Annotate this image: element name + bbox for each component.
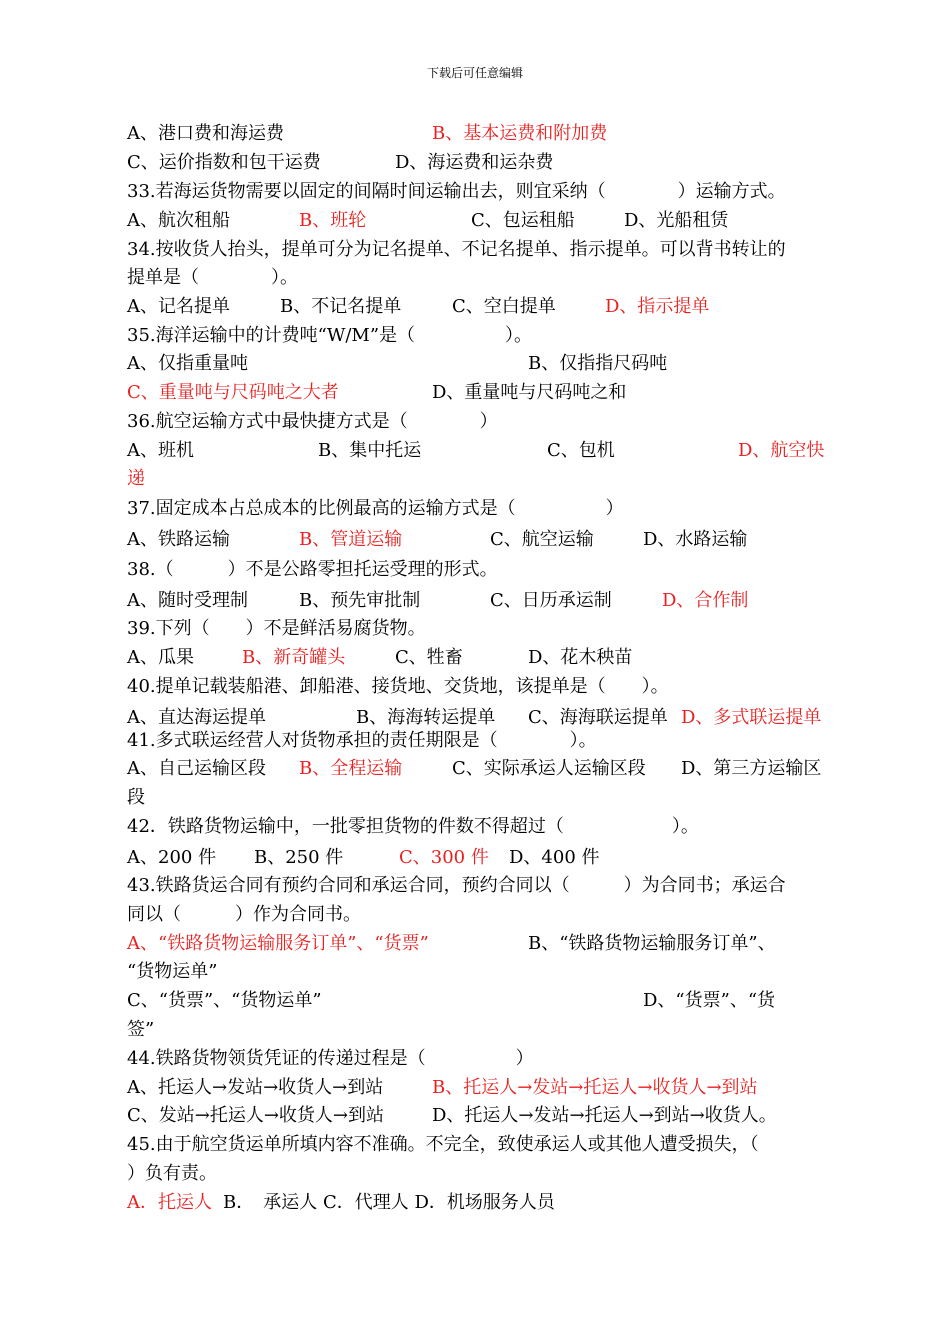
- line-q38-opts: [127, 589, 830, 613]
- answer-text: B、管道运输: [299, 529, 403, 550]
- question-text: D、第三方运输区: [681, 758, 822, 779]
- question-text: 42．铁路货物运输中，一批零担货物的件数不得超过（ ）。: [127, 816, 699, 837]
- question-text: 提单是（ ）。: [127, 267, 298, 288]
- line-q39-opts: [127, 646, 830, 670]
- answer-text: A．托运人: [127, 1192, 212, 1213]
- question-text: D、“货票”、“货: [643, 990, 776, 1011]
- answer-text: B、全程运输: [299, 758, 403, 779]
- question-text: 签”: [127, 1019, 155, 1040]
- question-text: A、200 件: [127, 847, 217, 868]
- question-text: A、瓜果: [127, 647, 194, 668]
- question-text: 43.铁路货运合同有预约合同和承运合同，预约合同以（ ）为合同书；承运合: [127, 875, 786, 896]
- line-q43-stem-1: [127, 874, 830, 898]
- question-text: A、港口费和海运费: [127, 123, 284, 144]
- question-text: 33.若海运货物需要以固定的间隔时间运输出去，则宜采纳（ ）运输方式。: [127, 181, 786, 202]
- line-q36-opts: [127, 439, 830, 463]
- answer-text: D、合作制: [662, 590, 749, 611]
- question-text: B、“铁路货物运输服务订单”、: [528, 933, 776, 954]
- answer-text: A、“铁路货物运输服务订单”、“货票”: [127, 933, 429, 954]
- answer-text: D、指示提单: [605, 296, 710, 317]
- question-text: 35.海洋运输中的计费吨“W/M”是（ ）。: [127, 325, 533, 346]
- line-q44-stem: [127, 1047, 830, 1071]
- line-q45-stem-1: [127, 1133, 830, 1157]
- line-q42-opts: [127, 846, 830, 870]
- line-q44-opt-ab: [127, 1076, 830, 1100]
- answer-text: C、300 件: [399, 847, 489, 868]
- answer-text: D、航空快: [738, 440, 825, 461]
- line-q40-stem: [127, 675, 830, 699]
- question-text: C、实际承运人运输区段: [452, 758, 646, 779]
- answer-text: B、班轮: [299, 210, 367, 231]
- question-text: A、航次租船: [127, 210, 230, 231]
- question-text: 37.固定成本占总成本的比例最高的运输方式是（ ）: [127, 498, 624, 519]
- answer-text: D、多式联运提单: [681, 707, 822, 728]
- answer-text: B、基本运费和附加费: [432, 123, 608, 144]
- question-text: D、托运人→发站→托运人→到站→收货人。: [432, 1105, 777, 1126]
- line-q38-stem: [127, 558, 830, 582]
- line-q45-stem-2: [127, 1162, 830, 1186]
- question-text: 38.（ ）不是公路零担托运受理的形式。: [127, 559, 498, 580]
- question-text: C、发站→托运人→收货人→到站: [127, 1105, 385, 1126]
- answer-text: 递: [127, 468, 145, 489]
- question-text: B、不记名提单: [280, 296, 402, 317]
- question-text: 段: [127, 787, 145, 808]
- line-q43-stem-2: [127, 903, 830, 927]
- question-text: C、日历承运制: [490, 590, 612, 611]
- question-text: 同以（ ）作为合同书。: [127, 904, 361, 925]
- question-text: 39.下列（ ）不是鲜活易腐货物。: [127, 618, 426, 639]
- question-text: 41.多式联运经营人对货物承担的责任期限是（ ）。: [127, 730, 597, 751]
- question-text: B、集中托运: [318, 440, 422, 461]
- question-text: B、仅指指尺码吨: [528, 353, 668, 374]
- question-text: D、光船租赁: [624, 210, 729, 231]
- question-text: A、自己运输区段: [127, 758, 266, 779]
- line-q43-opt-ab: [127, 932, 830, 956]
- question-text: C、运价指数和包干运费: [127, 152, 321, 173]
- page-header: 下载后可任意编辑: [426, 66, 523, 80]
- question-text: A、班机: [127, 440, 194, 461]
- question-text: D、400 件: [509, 847, 600, 868]
- question-text: “货物运单”: [127, 961, 218, 982]
- question-text: C、包机: [547, 440, 615, 461]
- question-text: C、包运租船: [471, 210, 575, 231]
- line-q35-opt-ab: [127, 352, 830, 376]
- question-text: C、空白提单: [452, 296, 556, 317]
- line-q32-opt-cd: [127, 151, 830, 175]
- line-q41-opts: [127, 757, 830, 781]
- question-text: D、水路运输: [643, 529, 748, 550]
- question-text: D、重量吨与尺码吨之和: [432, 382, 627, 403]
- line-q37-stem: [127, 497, 830, 521]
- line-q37-opts: [127, 528, 830, 552]
- question-text: C、海海联运提单: [528, 707, 668, 728]
- line-q41-opts-wrap: [127, 786, 830, 810]
- question-text: C、航空运输: [490, 529, 594, 550]
- line-q32-opt-ab: [127, 122, 830, 146]
- line-q43-opt-b-wrap: [127, 960, 830, 984]
- question-text: B、250 件: [254, 847, 344, 868]
- question-text: D、花木秧苗: [528, 647, 633, 668]
- line-q40-opts: [127, 706, 830, 730]
- question-text: A、仅指重量吨: [127, 353, 248, 374]
- line-q43-opt-cd: [127, 989, 830, 1013]
- line-q35-opt-cd: [127, 381, 830, 405]
- question-text: D、海运费和运杂费: [395, 152, 554, 173]
- question-text: B、海海转运提单: [356, 707, 496, 728]
- line-q45-opts: [127, 1191, 830, 1215]
- question-text: 36.航空运输方式中最快捷方式是（ ）: [127, 411, 498, 432]
- line-q36-opts-wrap: [127, 467, 830, 491]
- line-q36-stem: [127, 410, 830, 434]
- question-text: ）负有责。: [127, 1163, 217, 1184]
- answer-text: B、新奇罐头: [242, 647, 346, 668]
- line-q43-opt-d-wrap: [127, 1018, 830, 1042]
- line-q44-opt-cd: [127, 1104, 830, 1128]
- question-text: B、预先审批制: [299, 590, 421, 611]
- question-text: A、直达海运提单: [127, 707, 266, 728]
- line-q41-stem: [127, 729, 830, 753]
- line-q42-stem: [127, 815, 830, 839]
- question-text: C、牲畜: [395, 647, 463, 668]
- line-q33-opts: [127, 209, 830, 233]
- question-text: B． 承运人 C．代理人 D．机场服务人员: [223, 1192, 555, 1213]
- question-text: A、记名提单: [127, 296, 230, 317]
- question-text: A、随时受理制: [127, 590, 248, 611]
- question-text: 45.由于航空货运单所填内容不准确。不完全，致使承运人或其他人遭受损失，（: [127, 1134, 759, 1155]
- line-q33-stem: [127, 180, 830, 204]
- question-text: 34.按收货人抬头，提单可分为记名提单、不记名提单、指示提单。可以背书转让的: [127, 239, 786, 260]
- question-text: 40.提单记载装船港、卸船港、接货地、交货地，该提单是（ ）。: [127, 676, 669, 697]
- question-text: C、“货票”、“货物运单”: [127, 990, 322, 1011]
- line-q34-stem-2: [127, 266, 830, 290]
- question-text: A、托运人→发站→收货人→到站: [127, 1077, 384, 1098]
- line-q39-stem: [127, 617, 830, 641]
- line-q34-opts: [127, 295, 830, 319]
- question-text: A、铁路运输: [127, 529, 230, 550]
- line-q34-stem-1: [127, 238, 830, 262]
- answer-text: B、托运人→发站→托运人→收货人→到站: [432, 1077, 758, 1098]
- line-q35-stem: [127, 324, 830, 348]
- answer-text: C、重量吨与尺码吨之大者: [127, 382, 339, 403]
- question-text: 44.铁路货物领货凭证的传递过程是（ ）: [127, 1048, 534, 1069]
